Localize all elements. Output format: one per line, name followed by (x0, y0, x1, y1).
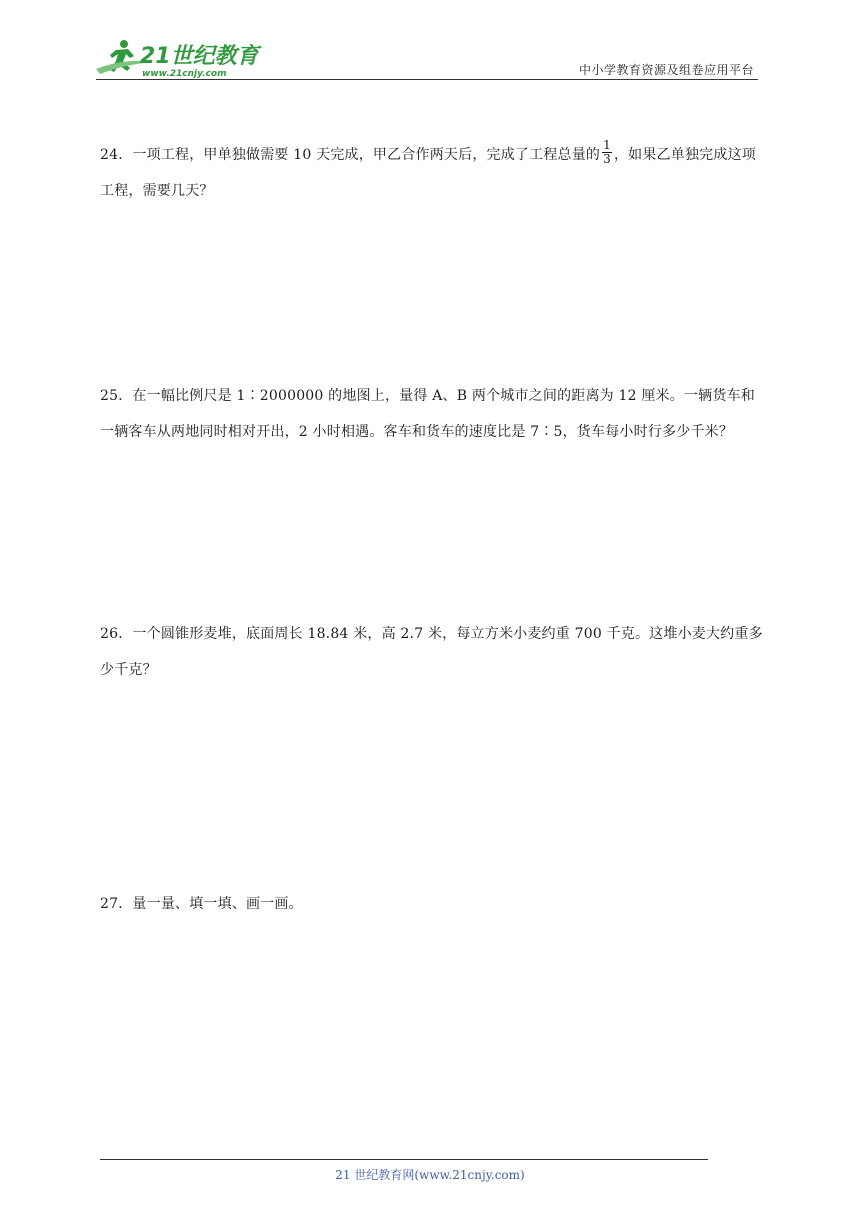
question-27: 27．量一量、填一填、画一画。 (100, 896, 303, 912)
logo (94, 36, 264, 80)
question-24-text-before: 24．一项工程，甲单独做需要 10 天完成，甲乙合作两天后，完成了工程总量的 (100, 147, 601, 163)
question-24 (100, 137, 765, 209)
fraction (602, 139, 612, 166)
logo-url: www.21cnjy.com (142, 69, 227, 79)
footer-divider (100, 1159, 708, 1160)
footer-text: 21 世纪教育网(www.21cnjy.com) (335, 1168, 525, 1182)
fraction-numerator: 1 (603, 137, 611, 152)
platform-name: 中小学教育资源及组卷应用平台 (578, 63, 754, 77)
question-24-text-after: ，如果乙单独完成这项工程，需要几天？ (100, 147, 756, 199)
question-25: 25．在一幅比例尺是 1∶2000000 的地图上，量得 A、B 两个城市之间的距离为 12 厘米。一辆货车和一辆客车从两地同时相对开出，2 小时相遇。客车和货车的速度比是 7∶5，货车每小时行多少千米？ (100, 388, 755, 440)
logo-text: 21世纪教育 (140, 44, 259, 69)
fraction-denominator: 3 (603, 151, 611, 166)
header-divider (96, 79, 758, 80)
question-26: 26．一个圆锥形麦堆，底面周长 18.84 米，高 2.7 米，每立方米小麦约重 700 千克。这堆小麦大约重多少千克？ (100, 626, 763, 678)
